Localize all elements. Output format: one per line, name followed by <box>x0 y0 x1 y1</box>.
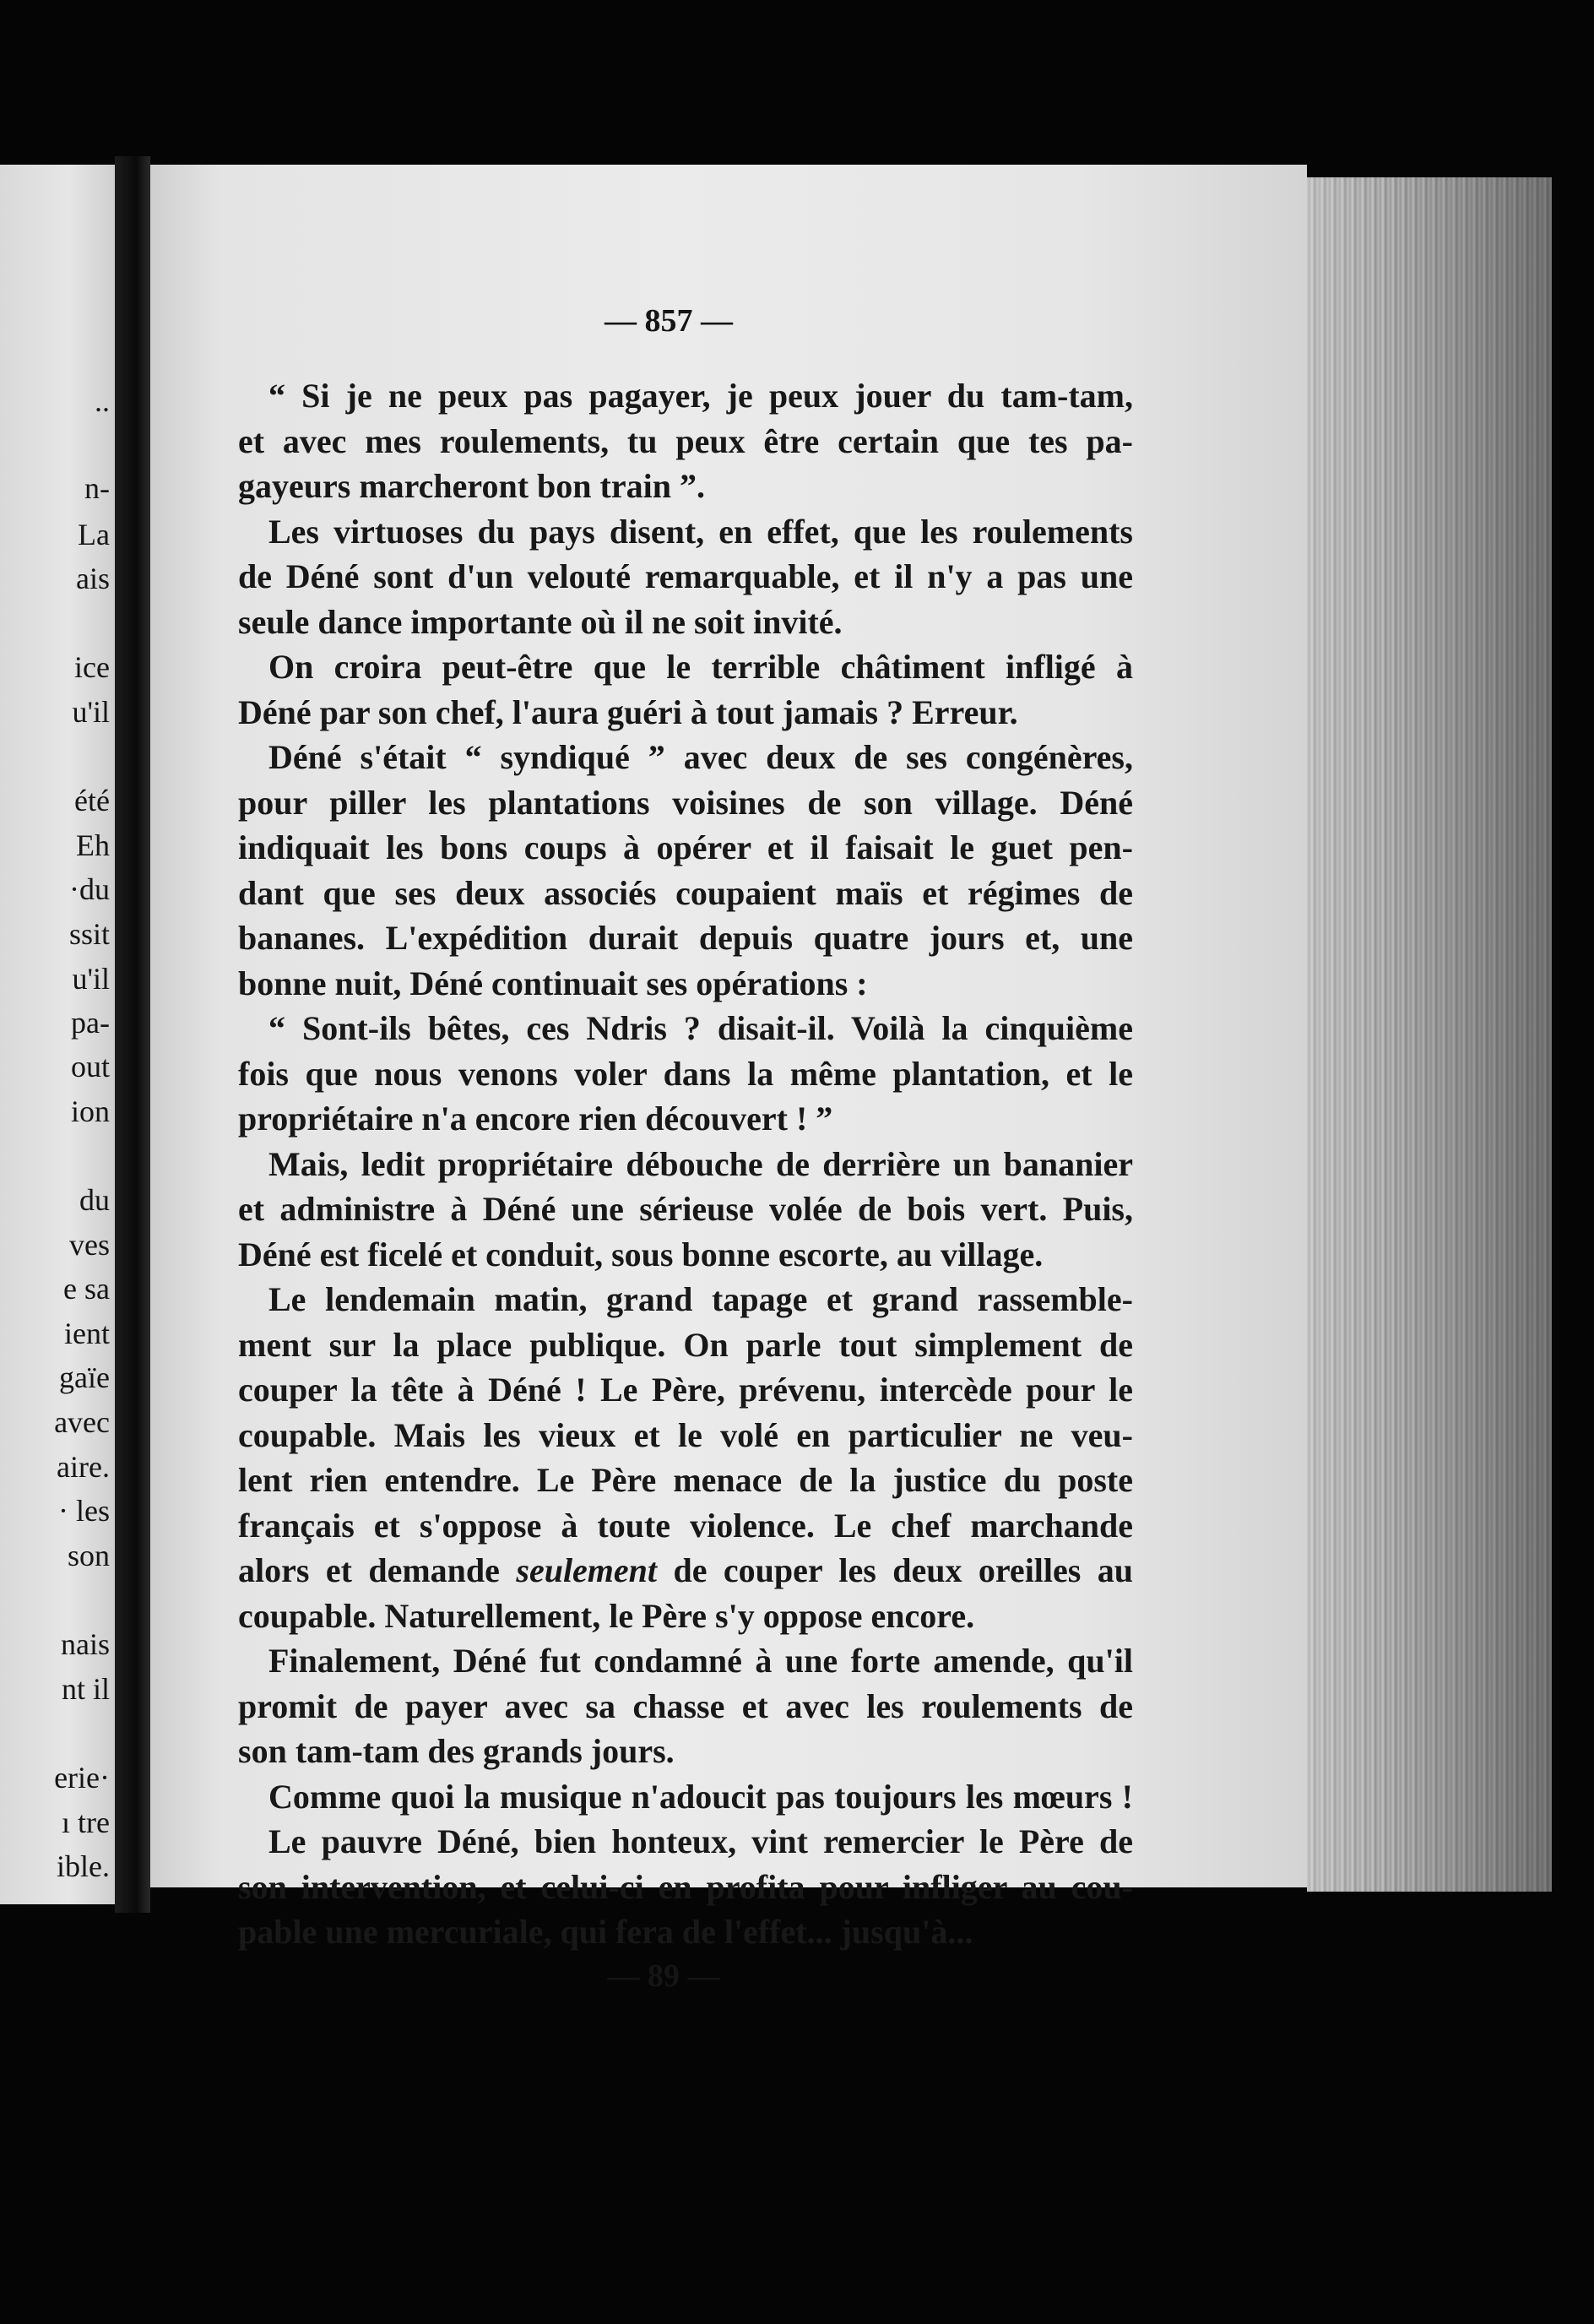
left-page-fragment: Eh <box>76 828 110 862</box>
text-line: dant que ses deux associés coupaient maïs et régimes de <box>238 873 1133 912</box>
text-line: “ Si je ne peux pas pagayer, je peux jouer du tam-tam, <box>268 377 1133 415</box>
text-line: gayeurs marcheront bon train ”. <box>238 467 705 505</box>
text-line: Comme quoi la musique n'adoucit pas toujours les mœurs ! <box>268 1777 1133 1816</box>
left-page-fragment: pa- <box>71 1006 110 1040</box>
text-line: de Déné sont d'un velouté remarquable, et il n'y a pas une <box>238 557 1133 595</box>
text-line: coupable. Mais les vieux et le volé en particulier ne veu- <box>238 1415 1133 1454</box>
left-page-fragment: n- <box>84 471 110 505</box>
left-page-fragment: gaïe <box>59 1360 110 1394</box>
left-page-fragment: ssit <box>68 917 110 951</box>
left-page-fragment: .. <box>95 384 110 418</box>
left-page-fragment: ion <box>70 1094 110 1128</box>
text-line: coupable. Naturellement, le Père s'y oppose encore. <box>238 1596 975 1635</box>
text-line: Les virtuoses du pays disent, en effet, que les roulements <box>268 512 1133 551</box>
text-line: On croira peut-être que le terrible châtiment infligé à <box>268 648 1133 686</box>
page-number-bottom: — 89 — <box>607 1958 720 1994</box>
text-line: Déné est ficelé et conduit, sous bonne escorte, au village. <box>238 1235 1044 1273</box>
text-line: et avec mes roulements, tu peux être certain que tes pa- <box>238 421 1133 460</box>
text-line: Le lendemain matin, grand tapage et grand rassemble- <box>268 1280 1133 1318</box>
text-line: Finalement, Déné fut condamné à une forte amende, qu'il <box>268 1642 1133 1680</box>
emphasized-word: seulement <box>516 1551 658 1589</box>
left-page-fragment: ible. <box>57 1849 110 1883</box>
text-fragment: alors et demande <box>238 1551 500 1589</box>
text-line: français et s'oppose à toute violence. Le chef marchande <box>238 1506 1133 1545</box>
text-line: couper la tête à Déné ! Le Père, prévenu, intercède pour le <box>238 1371 1133 1409</box>
left-page-fragment: ves <box>69 1228 110 1262</box>
left-page-fragment: · les <box>58 1494 110 1528</box>
text-line: pour piller les plantations voisines de son village. Déné <box>238 783 1133 822</box>
left-page-fragment: e sa <box>63 1272 110 1306</box>
page-block-edge <box>1307 177 1552 1892</box>
text-line: Mais, ledit propriétaire débouche de derrière un bananier <box>268 1144 1133 1183</box>
left-page-fragment: nais <box>61 1627 110 1661</box>
left-page-fragment: ·du <box>69 872 110 906</box>
text-line: lent rien entendre. Le Père menace de la justice du poste <box>238 1461 1133 1499</box>
text-line: et administre à Déné une sérieuse volée de bois vert. Puis, <box>238 1190 1133 1228</box>
page-text <box>238 373 1133 1955</box>
left-page-fragment: ice <box>74 650 110 684</box>
text-line: fois que nous venons voler dans la même plantation, et le <box>238 1054 1133 1093</box>
text-line: son tam-tam des grands jours. <box>238 1732 675 1770</box>
left-facing-page <box>0 165 115 1904</box>
left-page-fragment: aire. <box>57 1450 110 1484</box>
left-page-fragment: ais <box>76 562 110 595</box>
left-page-fragment: La <box>78 518 110 551</box>
text-fragment: de couper les deux oreilles au <box>673 1551 1134 1589</box>
left-page-fragment: été <box>74 784 110 817</box>
text-line: Déné s'était “ syndiqué ” avec deux de ses congénères, <box>268 738 1133 776</box>
text-line: seule dance importante où il ne soit invité. <box>238 602 843 641</box>
text-line: propriétaire n'a encore rien découvert ! ” <box>238 1100 833 1138</box>
left-page-fragment: ı tre <box>62 1805 110 1839</box>
text-line: Déné par son chef, l'aura guéri à tout jamais ? Erreur. <box>238 692 1018 731</box>
text-line-with-emphasis <box>238 1548 1133 1594</box>
left-page-fragment: avec <box>54 1405 110 1439</box>
text-line: indiquait les bons coups à opérer et il faisait le guet pen- <box>238 828 1133 866</box>
text-line: pable une mercuriale, qui fera de l'effet... jusqu'à... <box>238 1913 973 1951</box>
left-page-fragment: u'il <box>72 695 110 729</box>
page-number-top: — 857 — <box>605 303 733 339</box>
left-page-fragment: nt il <box>61 1672 110 1706</box>
text-line: bonne nuit, Déné continuait ses opérations : <box>238 964 868 1002</box>
left-page-fragment: du <box>79 1183 110 1217</box>
left-page-fragment: ient <box>64 1317 110 1350</box>
left-page-fragment: erie· <box>54 1761 110 1795</box>
left-page-fragment: son <box>67 1539 110 1572</box>
text-line: ment sur la place publique. On parle tout simplement de <box>238 1325 1133 1364</box>
text-line: “ Sont-ils bêtes, ces Ndris ? disait-il. Voilà la cinquième <box>268 1009 1133 1047</box>
text-line: promit de payer avec sa chasse et avec les roulements de <box>238 1686 1133 1725</box>
text-line: bananes. L'expédition durait depuis quatre jours et, une <box>238 919 1133 957</box>
left-page-fragment: u'il <box>72 962 110 996</box>
book-gutter <box>115 156 150 1913</box>
text-line: Le pauvre Déné, bien honteux, vint remercier le Père de <box>268 1822 1133 1860</box>
text-line: son intervention, et celui-ci en profita pour infliger au cou- <box>238 1867 1133 1906</box>
left-page-fragment: out <box>70 1050 110 1083</box>
